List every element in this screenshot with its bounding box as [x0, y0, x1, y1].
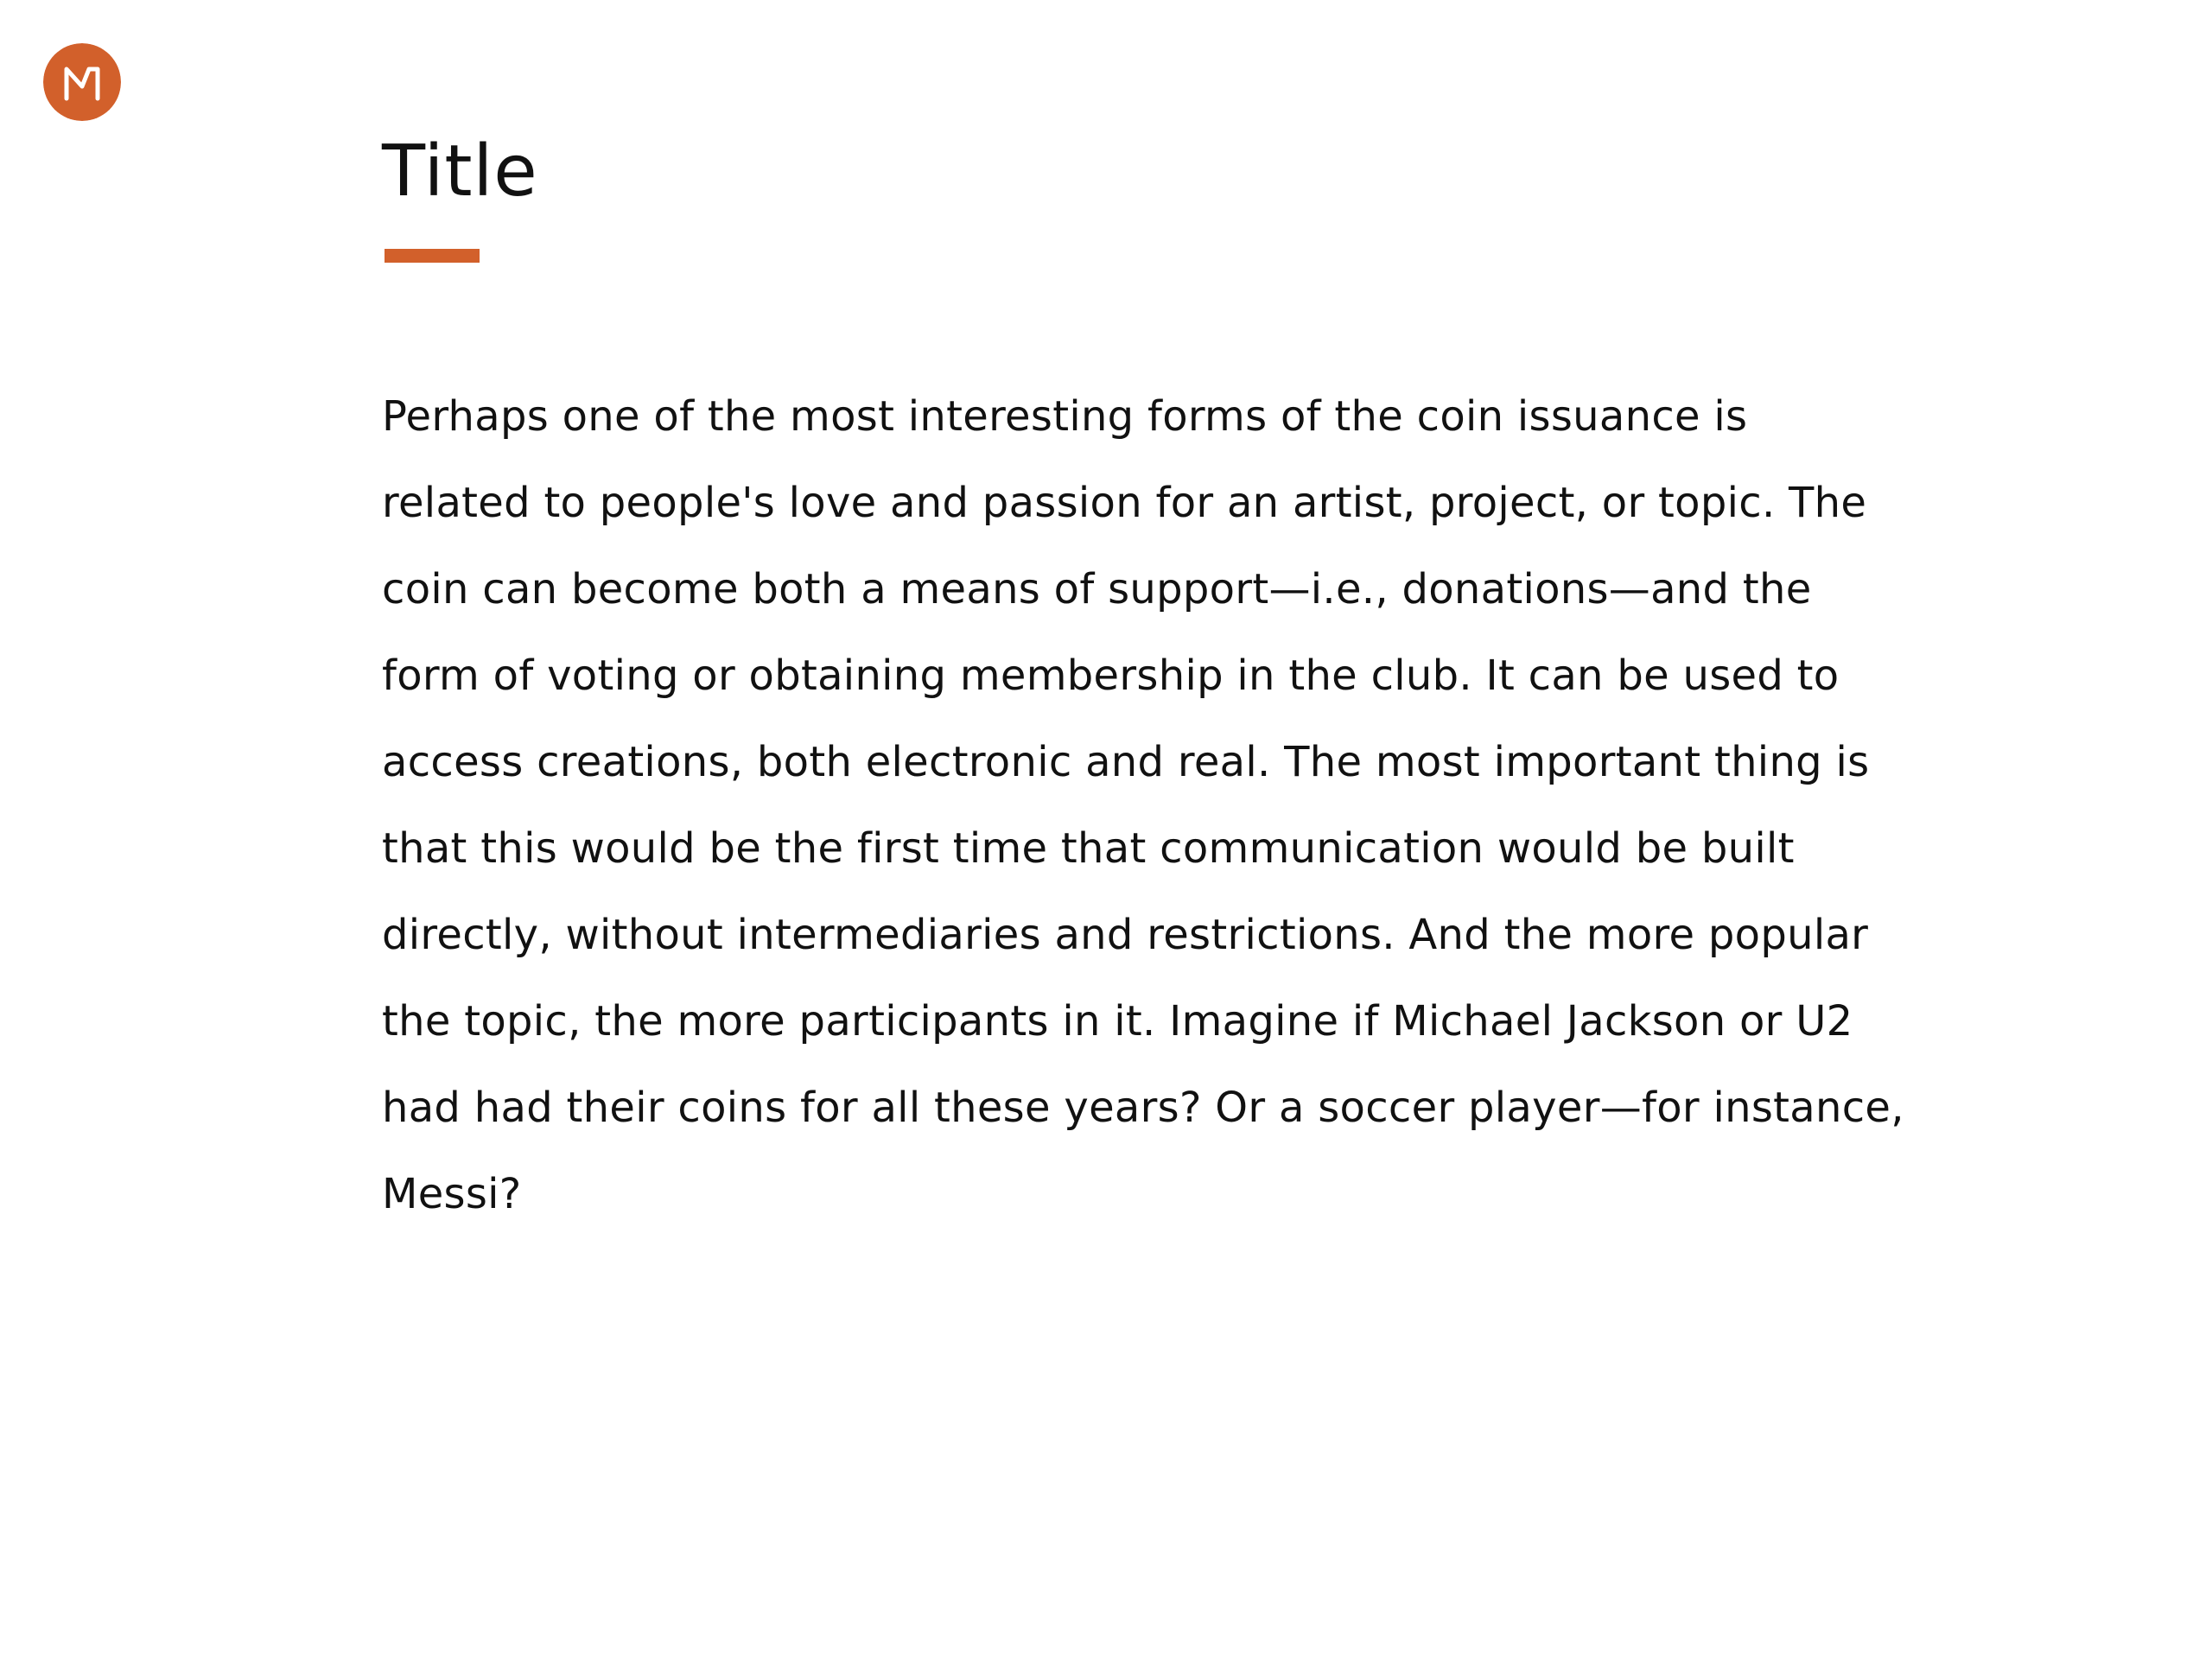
body-line: that this would be the first time that communication would be built	[382, 824, 1795, 874]
body-line: form of voting or obtaining membership in the club. It can be used to	[382, 652, 1840, 701]
body-line: coin can become both a means of support—i.e., donations—and the	[382, 565, 1812, 614]
body-line: directly, without intermediaries and restrictions. And the more popular	[382, 911, 1869, 960]
body-line: had had their coins for all these years? Or a soccer player—for instance,	[382, 1084, 1904, 1133]
body-line: access creations, both electronic and real. The most important thing is	[382, 738, 1870, 787]
slide-title: Title	[382, 130, 538, 213]
body-line: Messi?	[382, 1170, 522, 1219]
m-logo-icon	[43, 43, 121, 121]
body-paragraph	[382, 373, 1937, 1237]
body-line: the topic, the more participants in it. Imagine if Michael Jackson or U2	[382, 997, 1853, 1046]
body-line: Perhaps one of the most interesting forms of the coin issuance is	[382, 392, 1748, 442]
slide-content	[382, 130, 1937, 1237]
title-accent-bar	[385, 249, 480, 263]
body-line: related to people's love and passion for an artist, project, or topic. The	[382, 479, 1867, 528]
